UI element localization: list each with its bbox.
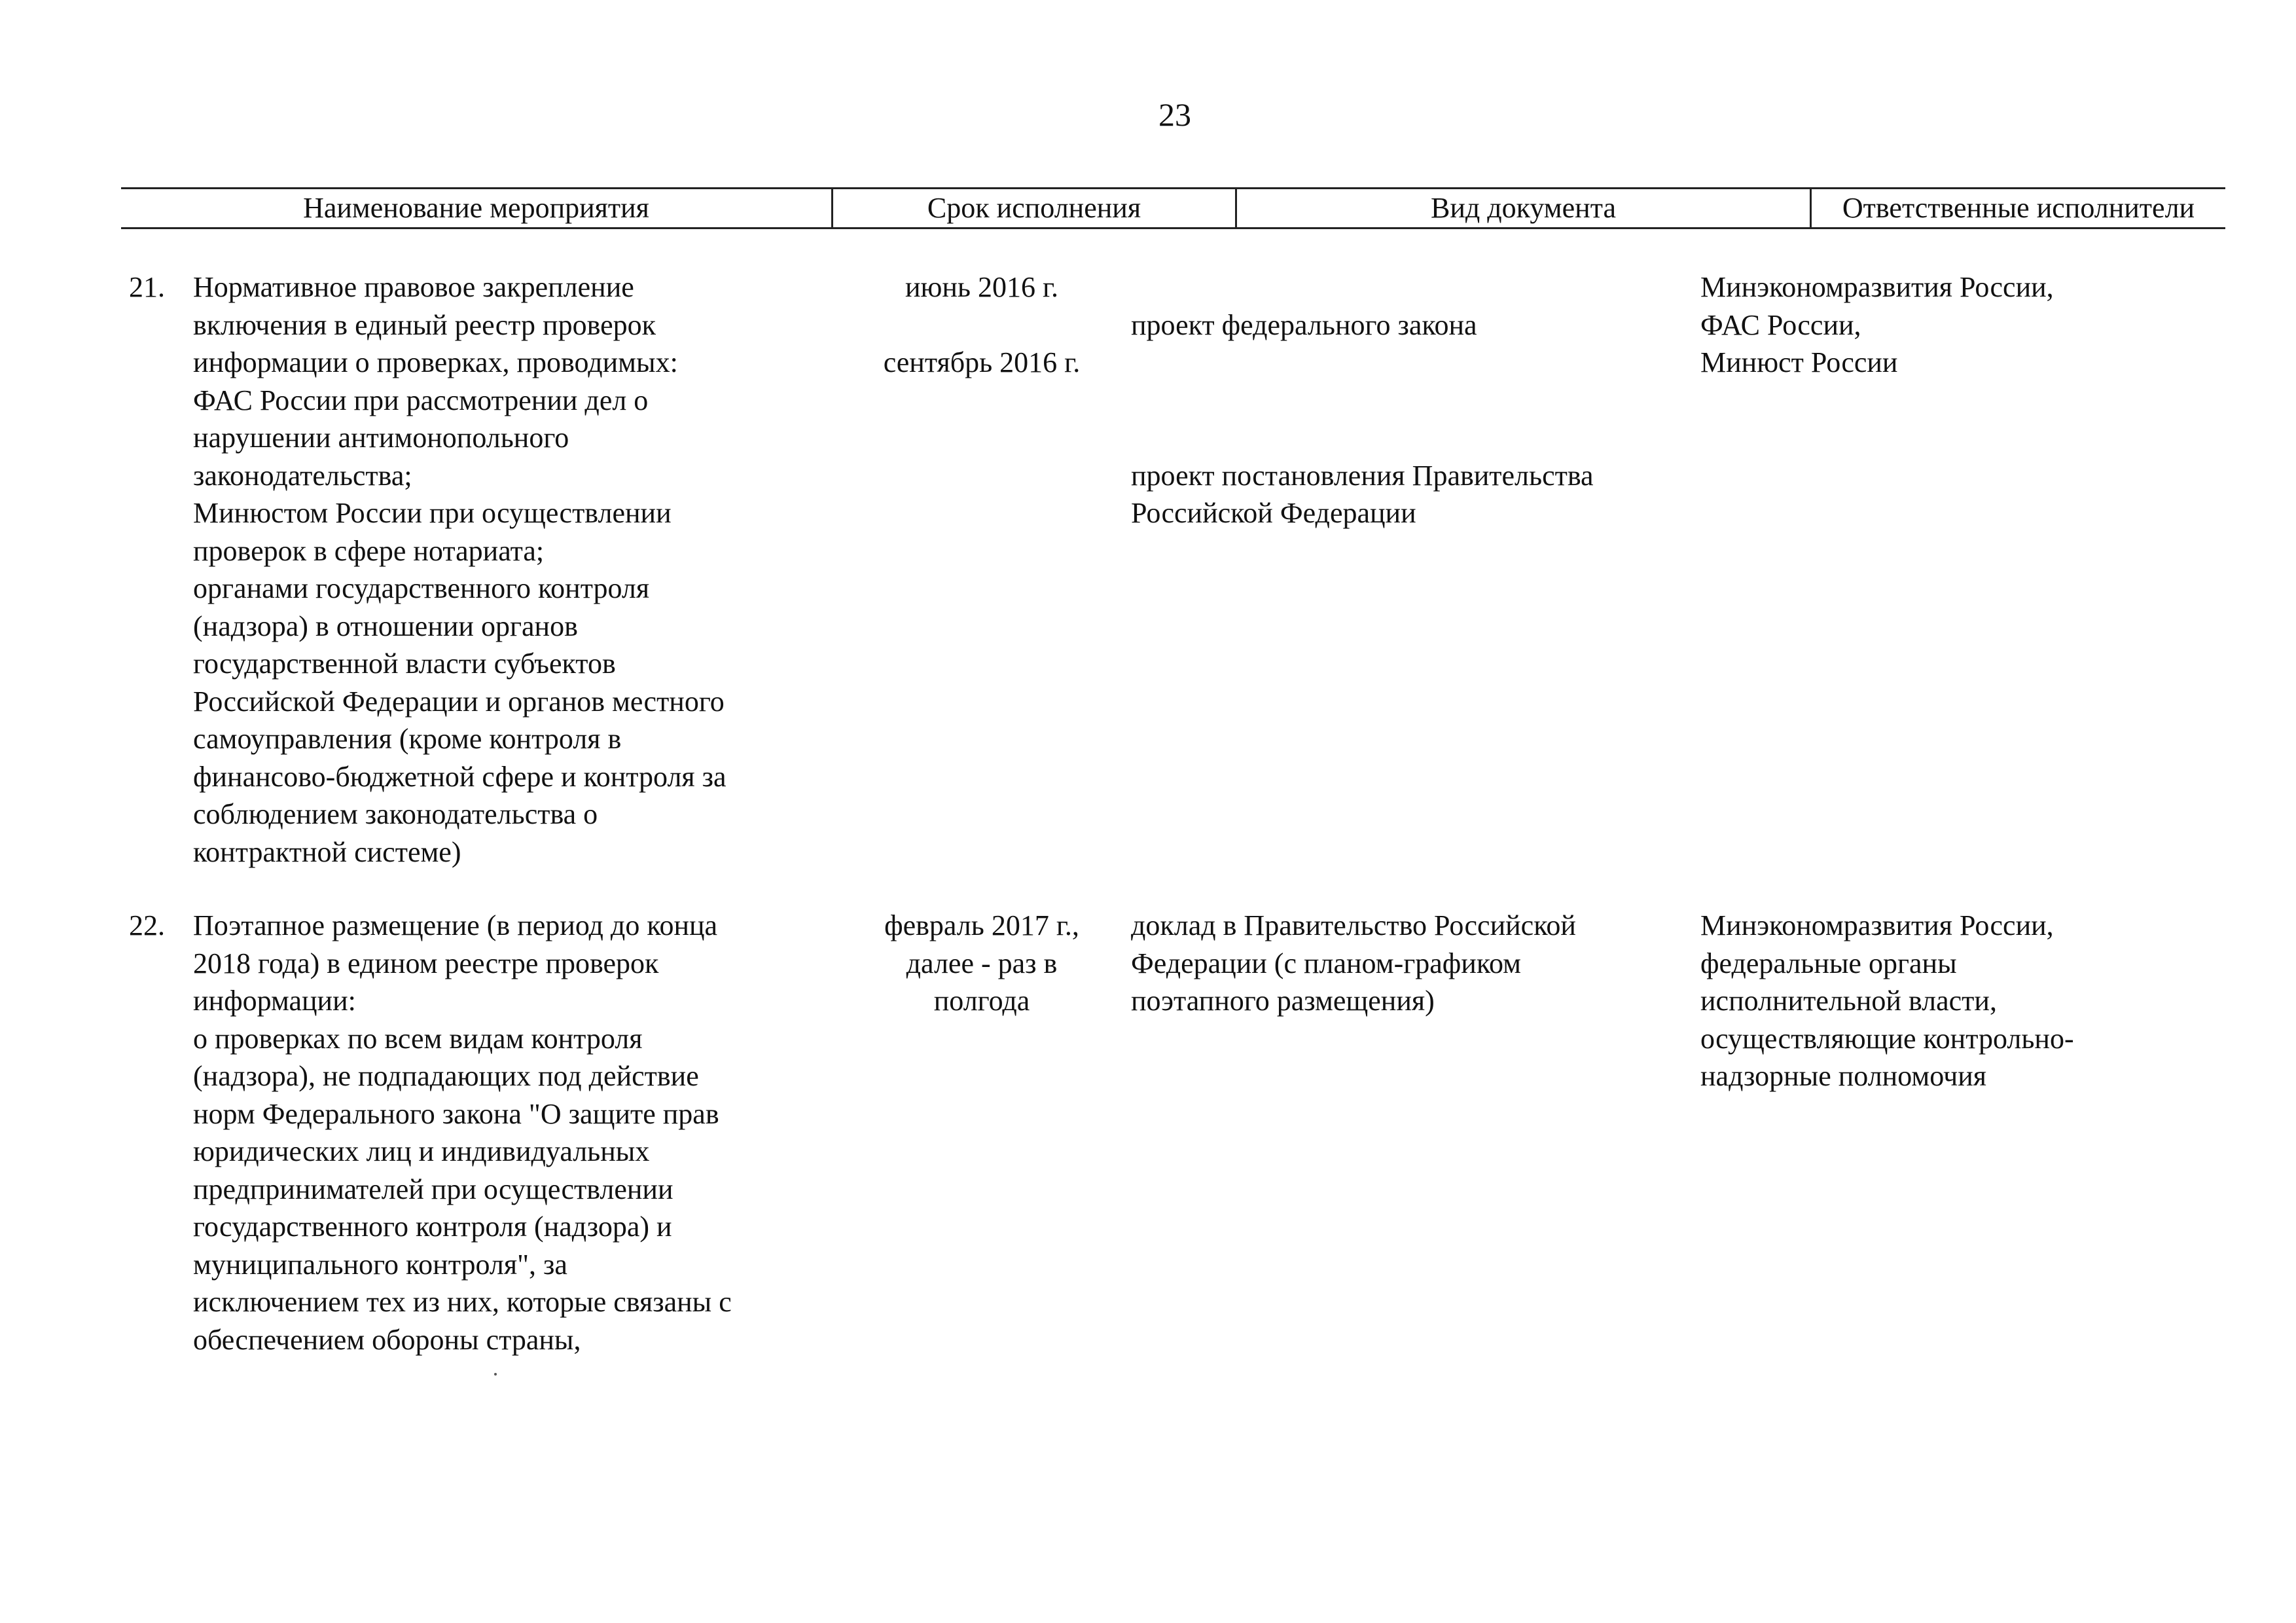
- document-type: доклад в Правительство Российской Федерации (с планом-графиком поэтапного размещения): [1131, 909, 1576, 1017]
- header-name-of-measure: Наименование мероприятия: [303, 192, 649, 224]
- deadline-1: июнь 2016 г.: [905, 271, 1059, 303]
- responsible-executors: Минэкономразвития России, федеральные органы исполнительной власти, осуществляющие контрольно- надзорные полномочия: [1700, 909, 2074, 1092]
- row-number: 21.: [129, 271, 165, 303]
- page-number: 23: [1158, 96, 1191, 133]
- responsible-executors: Минэкономразвития России, ФАС России, Минюст России: [1700, 271, 2054, 378]
- header-responsible: Ответственные исполнители: [1810, 189, 2225, 227]
- measure-name: Поэтапное размещение (в период до конца 2018 года) в едином реестре проверок информации: о проверках по всем видам контроля (надзора), не подпадающих под действие норм Федерального закона "О защите прав юридических лиц и индивидуальных предпринимателей при осуществлении государственного контроля (надзора) и муниципального контроля", за исключением тех из них, которые связаны с обеспечением обороны страны,: [193, 909, 732, 1356]
- document-type-cell: [1131, 268, 1694, 570]
- header-deadline: Срок исполнения: [831, 189, 1237, 227]
- deadline: февраль 2017 г., далее - раз в полгода: [884, 909, 1079, 1017]
- header-document-type: Вид документа: [1430, 192, 1617, 224]
- deadline-2: сентябрь 2016 г.: [883, 346, 1081, 378]
- document-type-2: проект постановления Правительства Российской Федерации: [1131, 459, 1594, 529]
- row-number: 22.: [129, 909, 165, 941]
- document-type-1: проект федерального закона: [1131, 308, 1477, 341]
- deadline-cell: [844, 268, 1119, 382]
- deadline-cell: [844, 907, 1119, 1020]
- measure-name: Нормативное правовое закрепление включения в единый реестр проверок информации о проверках, проводимых: ФАС России при рассмотрении дел о нарушении антимонопольного законодательства; Минюстом России при осуществлении проверок в сфере нотариата; органами государственного контроля (надзора) в отношении органов государственной власти субъектов Российской Федерации и органов местного самоуправления (кроме контроля в финансово-бюджетной сфере и контроля за соблюдением законодательства о контрактной системе): [193, 271, 726, 868]
- scan-speck: [494, 1373, 497, 1376]
- table-header: [121, 187, 2225, 229]
